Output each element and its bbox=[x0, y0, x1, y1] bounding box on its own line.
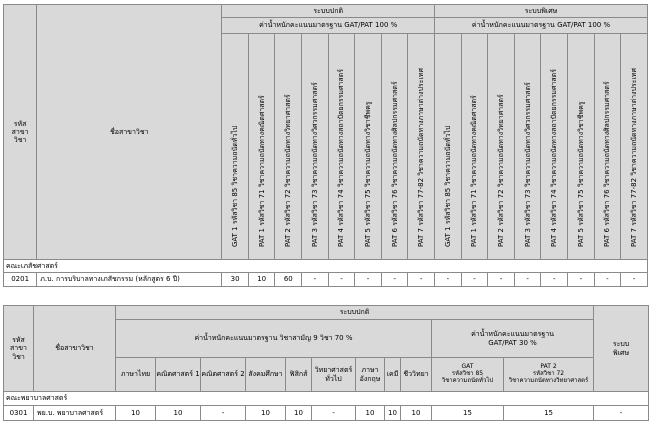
value-cell: - bbox=[568, 273, 595, 287]
value-cell: - bbox=[312, 406, 356, 421]
special-value: - bbox=[594, 406, 649, 421]
value-cell: - bbox=[621, 273, 648, 287]
header-code: รหัส สาขา วิชา bbox=[4, 306, 34, 392]
subject-header: วิทยาศาสตร์ ทั่วไป bbox=[312, 358, 356, 392]
pat-header: PAT 2 รหัสวิชา 72 วิชาความถนัดทางวิทยาศาสตร์ bbox=[504, 358, 594, 392]
subject-header: ภาษา อังกฤษ bbox=[356, 358, 385, 392]
subject-header: คณิตศาสตร์ 1 bbox=[156, 358, 201, 392]
value-cell: 30 bbox=[222, 273, 249, 287]
subject-header: ฟิสิกส์ bbox=[286, 358, 312, 392]
value-cell: - bbox=[594, 273, 621, 287]
value-cell: 10 bbox=[116, 406, 156, 421]
subject-header: PAT 6 รหัสวิชา 76 วิชาความถนัดทางศิลปกรรมศาสตร์ bbox=[594, 34, 621, 260]
subject-header: PAT 2 รหัสวิชา 72 วิชาความถนัดทางวิทยาศาสตร์ bbox=[275, 34, 302, 260]
value-cell: 10 bbox=[401, 406, 432, 421]
value-cell: - bbox=[435, 273, 462, 287]
header-weight-nine-subjects: ค่าน้ำหนักคะแนนมาตรฐาน วิชาสามัญ 9 วิชา 70 % bbox=[116, 320, 432, 358]
subject-header: PAT 3 รหัสวิชา 73 วิชาความถนัดทางวิศวกรรมศาสตร์ bbox=[514, 34, 541, 260]
admission-table-nine-subjects bbox=[3, 305, 649, 421]
subject-header: PAT 5 รหัสวิชา 75 วิชาความถนัดทางวิชาชีพครู bbox=[568, 34, 595, 260]
header-name: ชื่อสาขาวิชา bbox=[37, 5, 222, 260]
header-special-system: ระบบพิเศษ bbox=[435, 5, 648, 18]
subject-header: GAT 1 รหัสวิชา 85 วิชาความถนัดทั่วไป bbox=[222, 34, 249, 260]
subject-header: GAT 1 รหัสวิชา 85 วิชาความถนัดทั่วไป bbox=[435, 34, 462, 260]
gat-value: 15 bbox=[432, 406, 504, 421]
faculty-row: คณะพยาบาลศาสตร์ bbox=[4, 392, 649, 406]
value-cell: 10 bbox=[356, 406, 385, 421]
value-cell: 60 bbox=[275, 273, 302, 287]
header-special-system: ระบบ พิเศษ bbox=[594, 306, 649, 392]
header-code: รหัส สาขา วิชา bbox=[4, 5, 37, 260]
subject-header: สังคมศึกษา bbox=[246, 358, 286, 392]
value-cell: - bbox=[408, 273, 435, 287]
faculty-row: คณะเภสัชศาสตร์ bbox=[4, 260, 648, 273]
subject-header: PAT 7 รหัสวิชา 77-82 วิชาความถนัดทางภาษาต่างประเทศ bbox=[408, 34, 435, 260]
value-cell: - bbox=[381, 273, 408, 287]
gat-header: GAT รหัสวิชา 85 วิชาความถนัดทั่วไป bbox=[432, 358, 504, 392]
value-cell: - bbox=[355, 273, 382, 287]
program-name: ภ.บ. การบริบาลทางเภสัชกรรม (หลักสูตร 6 ปี) bbox=[37, 273, 222, 287]
value-cell: - bbox=[461, 273, 488, 287]
header-weight-normal: ค่าน้ำหนักคะแนนมาตรฐาน GAT/PAT 100 % bbox=[222, 18, 435, 34]
subject-header: ภาษาไทย bbox=[116, 358, 156, 392]
subject-header: คณิตศาสตร์ 2 bbox=[201, 358, 246, 392]
value-cell: - bbox=[514, 273, 541, 287]
value-cell: 10 bbox=[246, 406, 286, 421]
subject-header: PAT 3 รหัสวิชา 73 วิชาความถนัดทางวิศวกรรมศาสตร์ bbox=[302, 34, 329, 260]
value-cell: - bbox=[488, 273, 515, 287]
header-weight-gat-pat: ค่าน้ำหนักคะแนนมาตรฐาน GAT/PAT 30 % bbox=[432, 320, 594, 358]
subject-header: PAT 4 รหัสวิชา 74 วิชาความถนัดทางสถาปัตยกรรมศาสตร์ bbox=[541, 34, 568, 260]
admission-table-gat-pat bbox=[3, 4, 648, 287]
value-cell: 10 bbox=[385, 406, 401, 421]
value-cell: - bbox=[328, 273, 355, 287]
subject-header: PAT 4 รหัสวิชา 74 วิชาความถนัดทางสถาปัตยกรรมศาสตร์ bbox=[328, 34, 355, 260]
value-cell: - bbox=[302, 273, 329, 287]
value-cell: 10 bbox=[248, 273, 275, 287]
program-code: 0201 bbox=[4, 273, 37, 287]
subject-header: PAT 5 รหัสวิชา 75 วิชาความถนัดทางวิชาชีพครู bbox=[355, 34, 382, 260]
header-name: ชื่อสาขาวิชา bbox=[34, 306, 116, 392]
subject-header: PAT 6 รหัสวิชา 76 วิชาความถนัดทางศิลปกรรมศาสตร์ bbox=[381, 34, 408, 260]
value-cell: - bbox=[201, 406, 246, 421]
header-normal-system: ระบบปกติ bbox=[222, 5, 435, 18]
program-name: พย.บ. พยาบาลศาสตร์ bbox=[34, 406, 116, 421]
subject-header: PAT 2 รหัสวิชา 72 วิชาความถนัดทางวิทยาศาสตร์ bbox=[488, 34, 515, 260]
header-normal-system: ระบบปกติ bbox=[116, 306, 594, 320]
subject-header: PAT 1 รหัสวิชา 71 วิชาความถนัดทางคณิตศาสตร์ bbox=[461, 34, 488, 260]
value-cell: 10 bbox=[156, 406, 201, 421]
pat-value: 15 bbox=[504, 406, 594, 421]
value-cell: 10 bbox=[286, 406, 312, 421]
subject-header: ชีววิทยา bbox=[401, 358, 432, 392]
value-cell: - bbox=[541, 273, 568, 287]
program-code: 0301 bbox=[4, 406, 34, 421]
subject-header: เคมี bbox=[385, 358, 401, 392]
subject-header: PAT 7 รหัสวิชา 77-82 วิชาความถนัดทางภาษาต่างประเทศ bbox=[621, 34, 648, 260]
header-weight-special: ค่าน้ำหนักคะแนนมาตรฐาน GAT/PAT 100 % bbox=[435, 18, 648, 34]
subject-header: PAT 1 รหัสวิชา 71 วิชาความถนัดทางคณิตศาสตร์ bbox=[248, 34, 275, 260]
